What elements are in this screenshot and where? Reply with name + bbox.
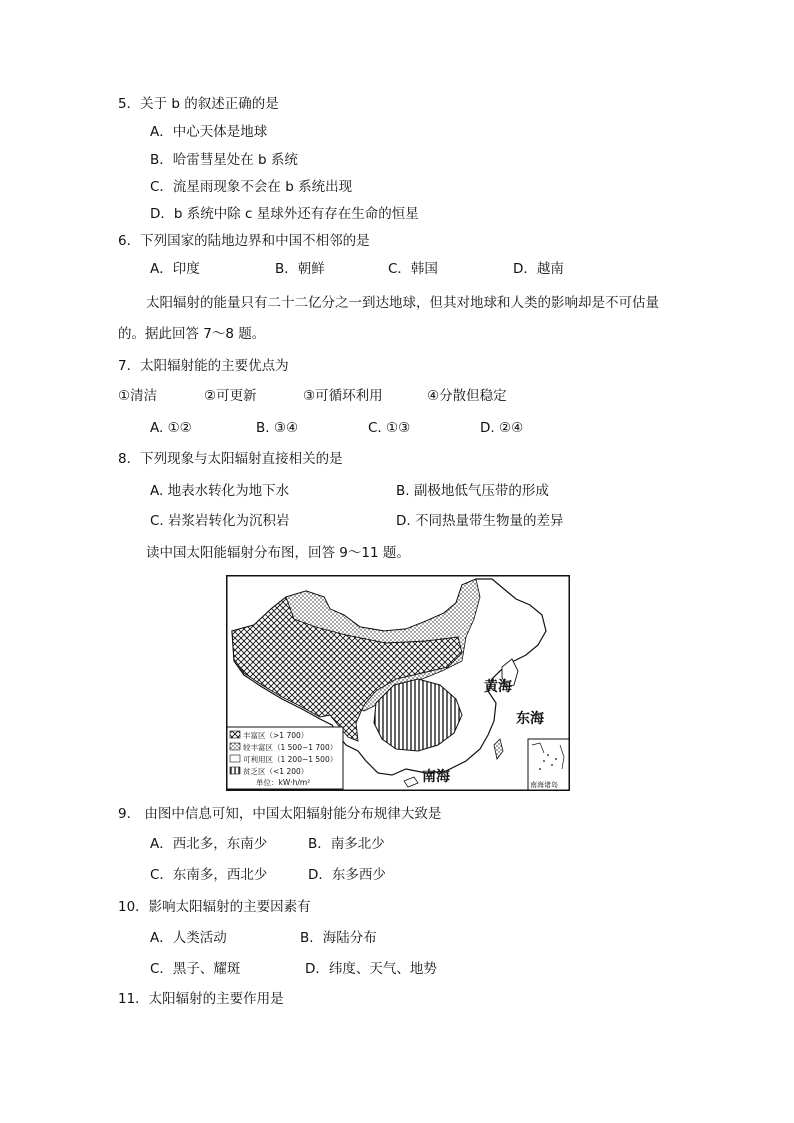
q5-option-d: D．b 系统中除 c 星球外还有存在生命的恒星 bbox=[150, 206, 419, 222]
q10-option-d: D．纬度、天气、地势 bbox=[305, 961, 437, 977]
q5-option-b: B．哈雷彗星处在 b 系统 bbox=[150, 152, 298, 168]
solar-radiation-map bbox=[226, 575, 570, 791]
legend-unit: 单位：kW·h/m² bbox=[256, 778, 311, 787]
legend-relatively-rich: 较丰富区（1 500~1 700） bbox=[243, 743, 338, 752]
q10-stem: 10．影响太阳辐射的主要因素有 bbox=[118, 899, 311, 915]
q5-stem: 5．关于 b 的叙述正确的是 bbox=[118, 96, 279, 112]
q9-option-c: C．东南多，西北少 bbox=[150, 867, 268, 883]
q7-item-1: ①清洁 bbox=[118, 388, 158, 404]
q10-option-c: C．黑子、耀斑 bbox=[150, 961, 241, 977]
legend-poor: 贫乏区（<1 200） bbox=[243, 767, 309, 776]
q7-item-2: ②可更新 bbox=[204, 388, 257, 404]
q6-option-a: A．印度 bbox=[150, 261, 200, 277]
q8-stem: 8．下列现象与太阳辐射直接相关的是 bbox=[118, 451, 343, 467]
legend-swatch-relatively-rich bbox=[230, 743, 240, 750]
q10-option-a: A．人类活动 bbox=[150, 930, 227, 946]
q6-option-c: C．韩国 bbox=[388, 261, 438, 277]
q5-option-a: A．中心天体是地球 bbox=[150, 124, 268, 140]
passage-7-8-line2: 的。据此回答 7～8 题。 bbox=[118, 326, 266, 342]
q8-option-a: A. 地表水转化为地下水 bbox=[150, 483, 290, 499]
q9-option-b: B．南多北少 bbox=[308, 836, 385, 852]
q6-option-b: B．朝鲜 bbox=[275, 261, 325, 277]
label-south-sea: 南海 bbox=[422, 769, 450, 785]
q7-item-4: ④分散但稳定 bbox=[427, 388, 507, 404]
legend-swatch-rich bbox=[230, 731, 240, 738]
legend-swatch-usable bbox=[230, 755, 240, 762]
q5-option-c: C．流星雨现象不会在 b 系统出现 bbox=[150, 179, 353, 195]
q7-option-a: A. ①② bbox=[150, 420, 192, 436]
legend-swatch-poor bbox=[230, 767, 240, 774]
q9-option-d: D．东多西少 bbox=[308, 867, 386, 883]
legend-usable: 可利用区（1 200~1 500） bbox=[243, 755, 338, 764]
q9-option-a: A．西北多，东南少 bbox=[150, 836, 268, 852]
q7-option-b: B. ③④ bbox=[256, 420, 299, 436]
q11-stem: 11．太阳辐射的主要作用是 bbox=[118, 991, 284, 1007]
q10-option-b: B．海陆分布 bbox=[300, 930, 377, 946]
q6-stem: 6．下列国家的陆地边界和中国不相邻的是 bbox=[118, 233, 370, 249]
q8-option-b: B. 副极地低气压带的形成 bbox=[396, 483, 549, 499]
passage-9-11: 读中国太阳能辐射分布图，回答 9～11 题。 bbox=[146, 545, 410, 561]
inset-label: 南海诸岛 bbox=[530, 781, 558, 789]
q6-option-d: D．越南 bbox=[513, 261, 564, 277]
q8-option-c: C. 岩浆岩转化为沉积岩 bbox=[150, 513, 290, 529]
q8-option-d: D. 不同热量带生物量的差异 bbox=[396, 513, 564, 529]
q7-stem: 7．太阳辐射能的主要优点为 bbox=[118, 358, 289, 374]
q7-option-d: D. ②④ bbox=[480, 420, 524, 436]
q7-option-c: C. ①③ bbox=[368, 420, 411, 436]
q9-stem: 9. 由图中信息可知，中国太阳辐射能分布规律大致是 bbox=[118, 806, 442, 822]
label-yellow-sea: 黄海 bbox=[484, 679, 512, 695]
legend-rich: 丰富区（>1 700） bbox=[243, 731, 309, 740]
q7-item-3: ③可循环利用 bbox=[303, 388, 383, 404]
label-east-sea: 东海 bbox=[516, 711, 544, 727]
passage-7-8-line1: 太阳辐射的能量只有二十二亿分之一到达地球，但其对地球和人类的影响却是不可估量 bbox=[146, 295, 659, 311]
